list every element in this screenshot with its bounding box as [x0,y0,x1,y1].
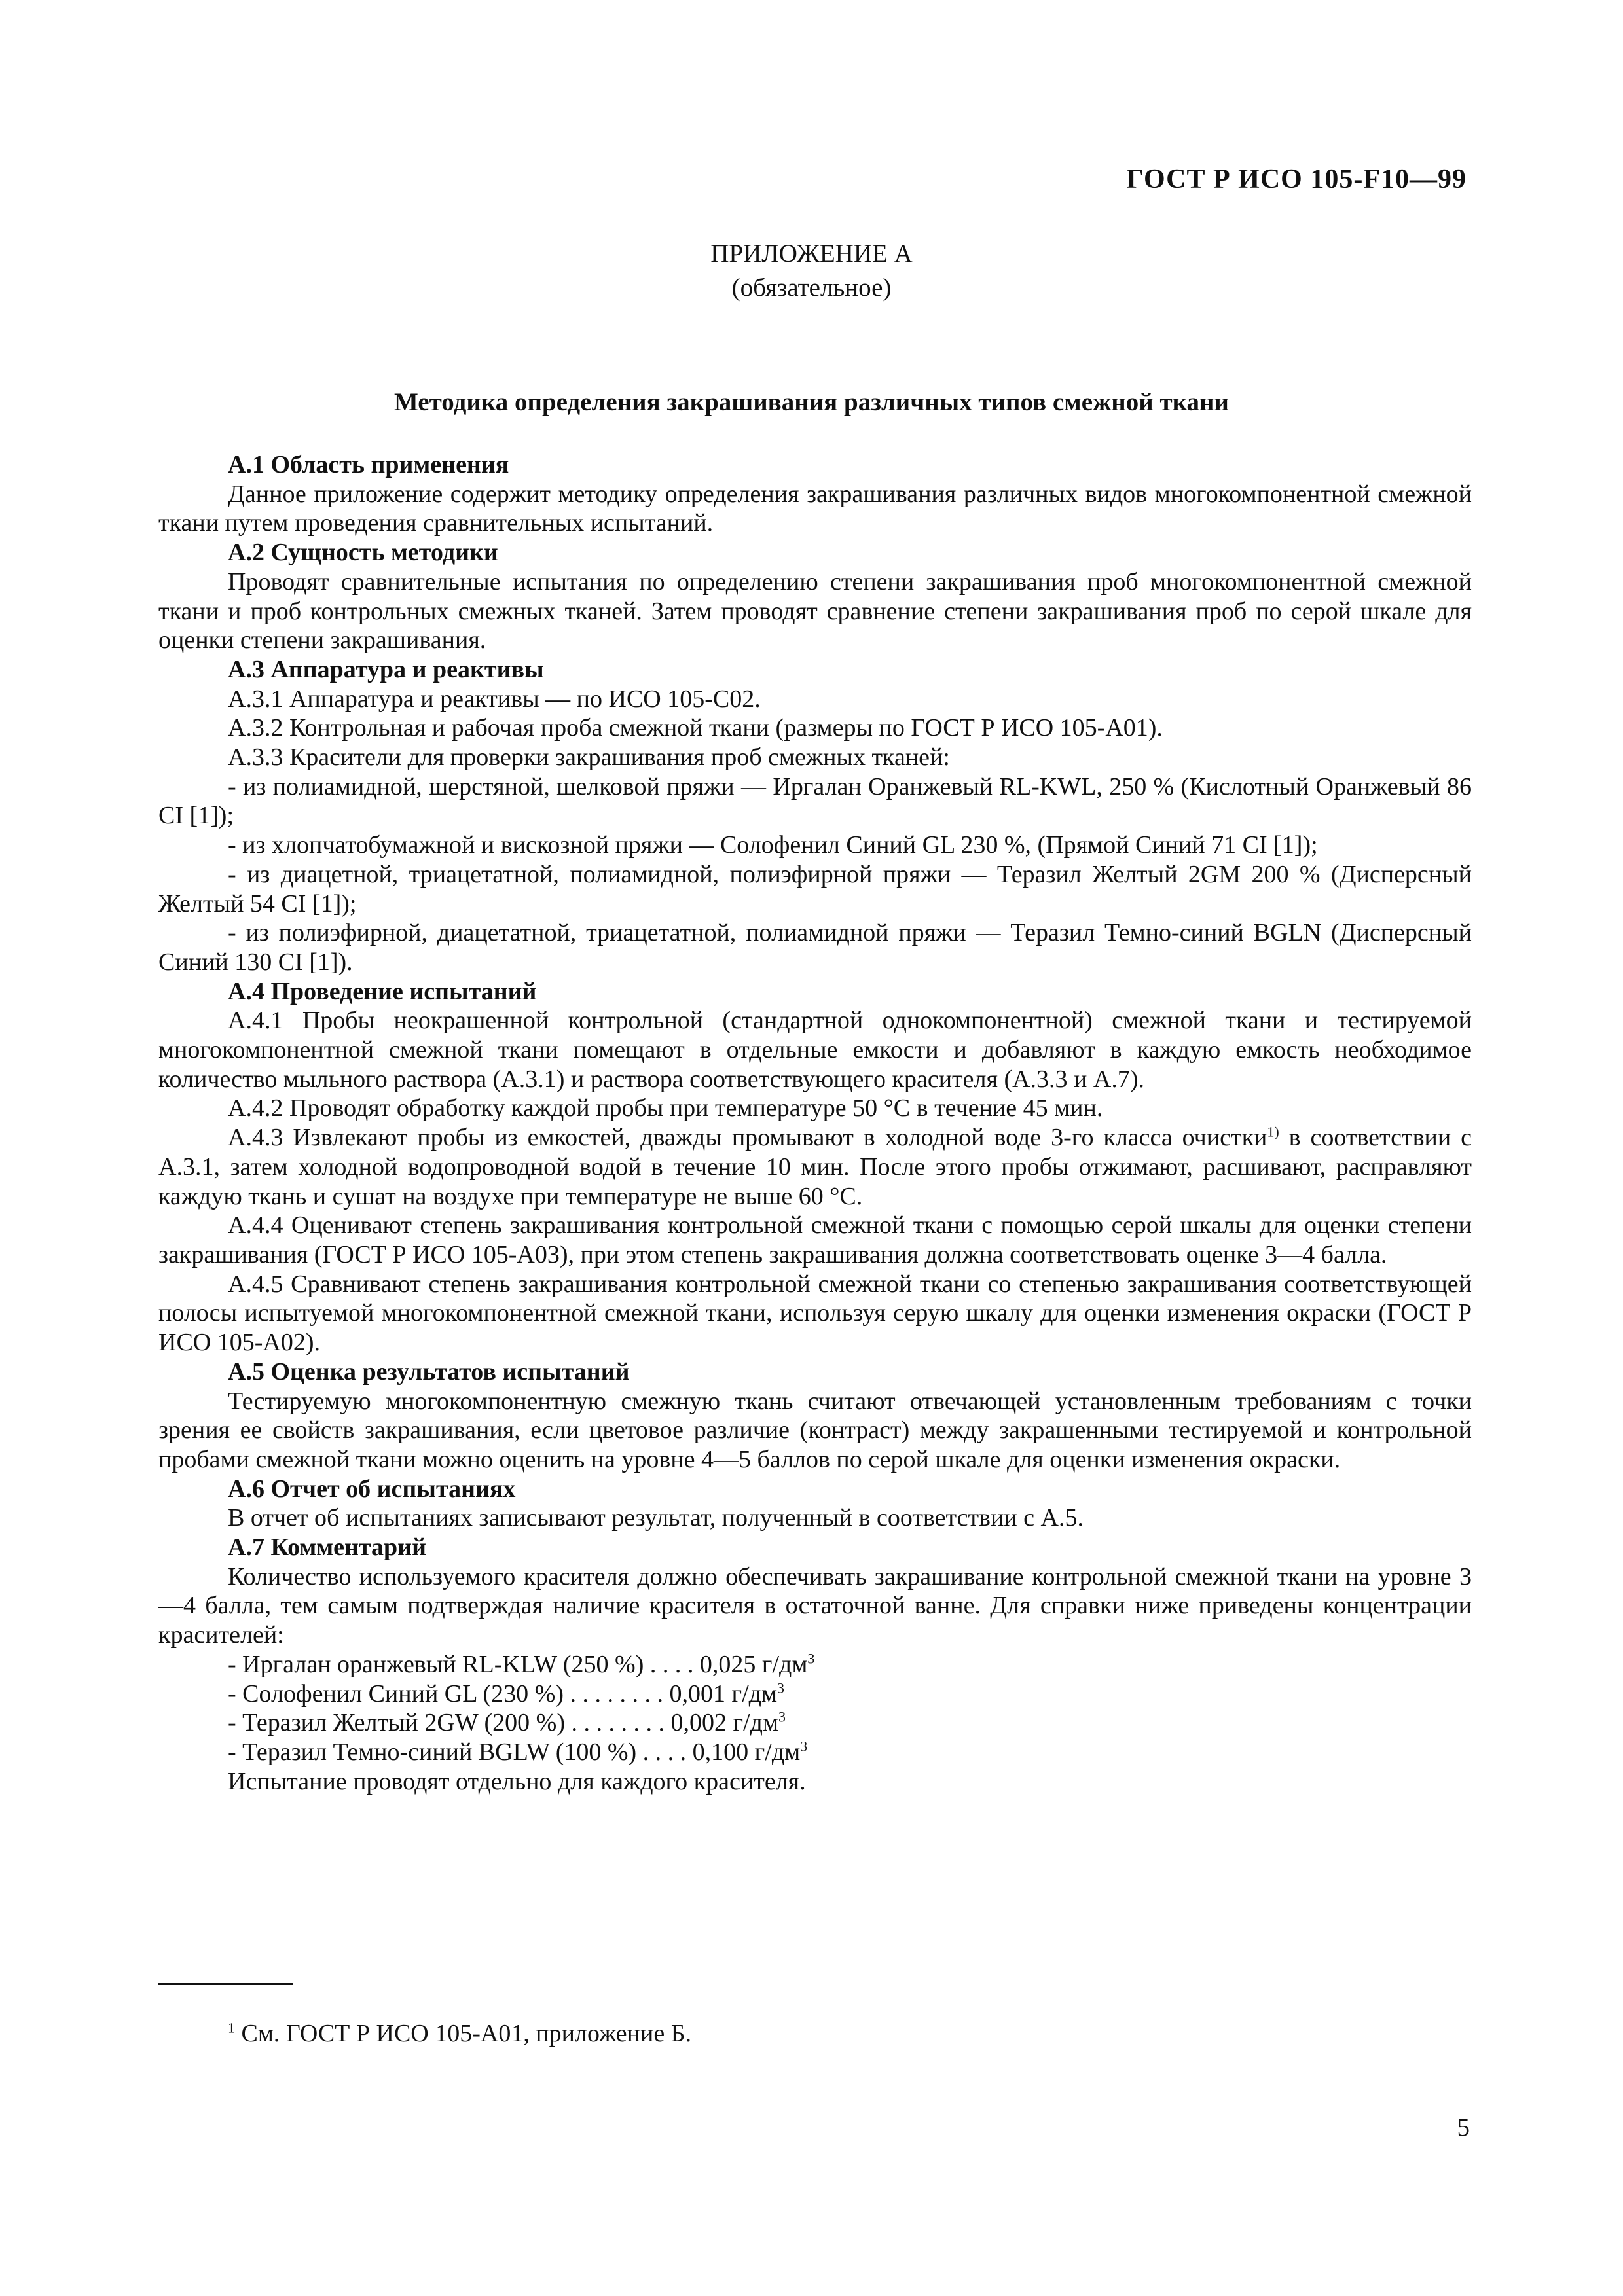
clause-a4-2: А.4.2 Проводят обработку каждой пробы при температуре 50 °С в течение 45 мин. [228,1094,1103,1122]
concentration-item [158,1738,1472,1767]
clause-a3-3: А.3.3 Красители для проверки закрашивания проб смежных тканей: [228,744,950,772]
footnote-text: См. ГОСТ Р ИСО 105-А01, приложение Б. [235,2020,692,2047]
dot-leader: . . . . [644,1650,700,1678]
concentration-item [158,1708,1472,1738]
section-heading-a4: А.4 Проведение испытаний [228,977,537,1005]
section-heading-a6: А.6 Отчет об испытаниях [228,1475,516,1503]
dye-name: - Теразил Темно-синий BGLW (100 %) [228,1738,637,1766]
appendix-status: (обязательное) [731,274,892,302]
dot-leader: . . . . . . . . [563,1679,670,1708]
footnote-mark: 1 [228,2019,235,2036]
dye-item: - из полиэфирной, диацетатной, триацетатной, полиамидной пряжи — Теразил Темно-синий BGLN (Дисперсный Синий 130 CI [1]). [158,919,1472,976]
unit-exponent: 3 [777,1679,785,1696]
clause-a4-3-text: А.4.3 Извлекают пробы из емкостей, дважды промывают в холодной воде 3-го класса очистки [228,1124,1267,1152]
document-body [158,450,1472,1796]
concentration-item [158,1650,1472,1679]
clause-a3-1: А.3.1 Аппаратура и реактивы — по ИСО 105-С02. [228,685,761,713]
unit-exponent: 3 [800,1738,808,1755]
section-text-a5: Тестируемую многокомпонентную смежную ткань считают отвечающей установленным требованиям с точки зрения ее свойств закрашивания, если цветовое различие (контраст) между закрашенными тестируемой и контрольной пробами смежной ткани можно оценить на уровне 4—5 баллов по серой шкале для оценки изменения окраски. [158,1387,1472,1473]
clause-a4-1: А.4.1 Пробы неокрашенной контрольной (стандартной однокомпонентной) смежной ткани и тестируемой многокомпонентной смежной ткани помещают в отдельные емкости и добавляют в каждую емкость необходимое количество мыльного раствора (А.3.1) и раствора соответствующего красителя (А.3.3 и А.7). [158,1007,1472,1093]
section-text-a7: Количество используемого красителя должно обеспечивать закрашивание контрольной смежной ткани на уровне 3—4 балла, тем самым подтверждая наличие красителя в остаточной ванне. Для справки ниже приведены концентрации красителей: [158,1562,1472,1649]
clause-a4-4: А.4.4 Оценивают степень закрашивания контрольной смежной ткани с помощью серой шкалы для оценки степени закрашивания (ГОСТ Р ИСО 105-А03), при этом степень закрашивания должна соответствовать оценке 3—4 балла. [158,1211,1472,1268]
section-text-a2: Проводят сравнительные испытания по определению степени закрашивания проб многокомпонентной смежной ткани и проб контрольных смежных тканей. Затем проводят сравнение степени закрашивания проб по серой шкале для оценки степени закрашивания. [158,567,1472,655]
footnote-ref: 1) [1267,1123,1279,1140]
dye-item: - из хлопчатобумажной и вискозной пряжи — Солофенил Синий GL 230 %, (Прямой Синий 71 CI [1]); [228,831,1318,859]
appendix-heading [0,237,1623,305]
concentration-value: 0,001 г/дм [669,1679,778,1708]
concentration-value: 0,002 г/дм [670,1709,778,1737]
footnote [228,2019,691,2048]
closing-note: Испытание проводят отдельно для каждого красителя. [228,1767,806,1795]
dot-leader: . . . . . . . . [564,1709,671,1737]
clause-a4-3-continuation: в соответствии с А.3.1, затем холодной водопроводной водой в течение 10 мин. После этого пробы отжимают, расшивают, расправляют каждую ткань и сушат на воздухе при температуре не выше 60 °С. [158,1124,1472,1210]
appendix-title: Методика определения закрашивания различных типов смежной ткани [394,388,1229,416]
appendix-label: ПРИЛОЖЕНИЕ А [710,240,913,268]
page-number: 5 [1457,2113,1470,2142]
footnote-divider [158,1983,293,1985]
dye-item: - из диацетной, триацетатной, полиамидной, полиэфирной пряжи — Теразил Желтый 2GM 200 % (Дисперсный Желтый 54 CI [1]); [158,860,1472,918]
standard-code: ГОСТ Р ИСО 105-F10—99 [1126,164,1467,194]
section-heading-a2: А.2 Сущность методики [228,539,498,567]
concentration-value: 0,025 г/дм [699,1650,808,1678]
section-heading-a7: А.7 Комментарий [228,1534,426,1562]
dye-item: - из полиамидной, шерстяной, шелковой пряжи — Иргалан Оранжевый RL-KWL, 250 % (Кислотный Оранжевый 86 CI [1]); [158,772,1472,830]
unit-exponent: 3 [807,1650,815,1667]
clause-a3-2: А.3.2 Контрольная и рабочая проба смежной ткани (размеры по ГОСТ Р ИСО 105-А01). [228,714,1163,742]
concentration-item [158,1679,1472,1709]
concentration-list [158,1650,1472,1767]
dye-name: - Солофенил Синий GL (230 %) [228,1679,564,1708]
section-heading-a5: А.5 Оценка результатов испытаний [228,1357,630,1386]
section-text-a1: Данное приложение содержит методику определения закрашивания различных видов многокомпонентной смежной ткани путем проведения сравнительных испытаний. [158,480,1472,537]
section-heading-a1: А.1 Область применения [228,451,509,478]
section-heading-a3: А.3 Аппаратура и реактивы [228,655,544,683]
dye-name: - Иргалан оранжевый RL-KLW (250 %) [228,1650,644,1678]
section-text-a6: В отчет об испытаниях записывают результат, полученный в соответствии с А.5. [228,1504,1084,1532]
concentration-value: 0,100 г/дм [692,1738,801,1766]
clause-a4-5: А.4.5 Сравнивают степень закрашивания контрольной смежной ткани со степенью закрашивания соответствующей полосы испытуемой многокомпонентной смежной ткани, используя серую шкалу для оценки изменения окраски (ГОСТ Р ИСО 105-А02). [158,1270,1472,1357]
dot-leader: . . . . [636,1738,693,1766]
clause-a4-3 [158,1123,1472,1211]
dye-name: - Теразил Желтый 2GW (200 %) [228,1709,565,1737]
unit-exponent: 3 [778,1708,786,1725]
